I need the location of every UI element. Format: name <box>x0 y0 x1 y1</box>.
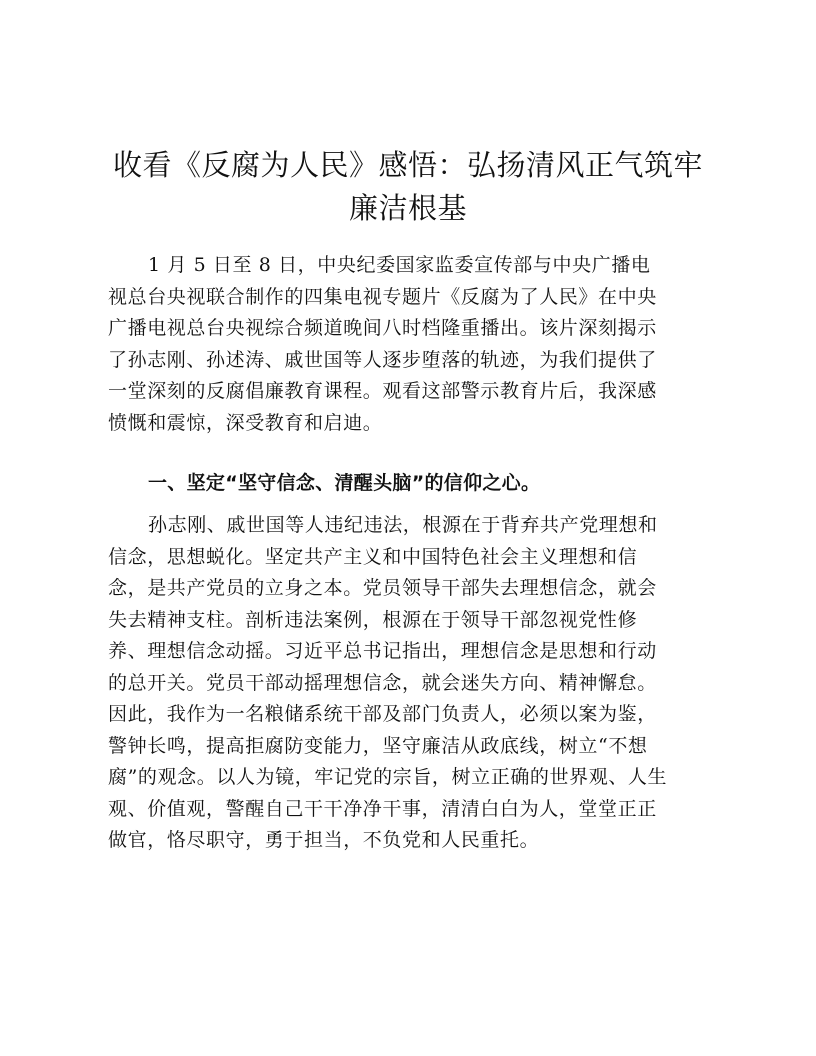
intro-paragraph <box>108 250 708 439</box>
paragraph-line: 做官，恪尽职守，勇于担当，不负党和人民重托。 <box>108 829 540 851</box>
paragraph-line: 了孙志刚、孙述涛、戚世国等人逐步堕落的轨迹，为我们提供了 <box>108 348 657 371</box>
paragraph-line: 因此，我作为一名粮储系统干部及部门负责人，必须以案为鉴， <box>108 703 657 725</box>
document-title <box>100 144 716 230</box>
paragraph-line: 信念，思想蜕化。坚定共产主义和中国特色社会主义理想和信 <box>108 545 638 568</box>
title-line-2: 廉洁根基 <box>348 191 467 225</box>
paragraph-line: 1 月 5 日至 8 日，中央纪委国家监委宣传部与中央广播电 <box>148 254 651 276</box>
paragraph-line: 观、价值观，警醒自己干干净净干事，清清白白为人，堂堂正正 <box>108 797 657 820</box>
paragraph-line: 念，是共产党员的立身之本。党员领导干部失去理想信念，就会 <box>108 577 657 599</box>
paragraph-line: 孙志刚、戚世国等人违纪违法，根源在于背弃共产党理想和 <box>148 514 658 536</box>
paragraph-line: 警钟长鸣，提高拒腐防变能力，坚守廉洁从政底线，树立“不想 <box>108 734 648 757</box>
section-1-paragraph <box>108 510 708 857</box>
paragraph-line: 视总台央视联合制作的四集电视专题片《反腐为了人民》在中央 <box>108 285 657 308</box>
title-line-1: 收看《反腐为人民》感悟：弘扬清风正气筑牢 <box>112 148 703 182</box>
paragraph-line: 养、理想信念动摇。习近平总书记指出，理想信念是思想和行动 <box>108 640 657 662</box>
paragraph-line: 愤慨和震惊，深受教育和启迪。 <box>108 411 383 434</box>
paragraph-line: 一堂深刻的反腐倡廉教育课程。观看这部警示教育片后，我深感 <box>108 380 657 402</box>
paragraph-line: 的总开关。党员干部动摇理想信念，就会迷失方向、精神懈怠。 <box>108 671 657 694</box>
section-heading-1: 一、坚定“坚守信念、清醒头脑”的信仰之心。 <box>148 472 541 494</box>
paragraph-line: 腐”的观念。以人为镜，牢记党的宗旨，树立正确的世界观、人生 <box>108 766 668 788</box>
paragraph-line: 失去精神支柱。剖析违法案例，根源在于领导干部忽视党性修 <box>108 608 638 631</box>
paragraph-line: 广播电视总台央视综合频道晚间八时档隆重播出。该片深刻揭示 <box>108 317 657 339</box>
